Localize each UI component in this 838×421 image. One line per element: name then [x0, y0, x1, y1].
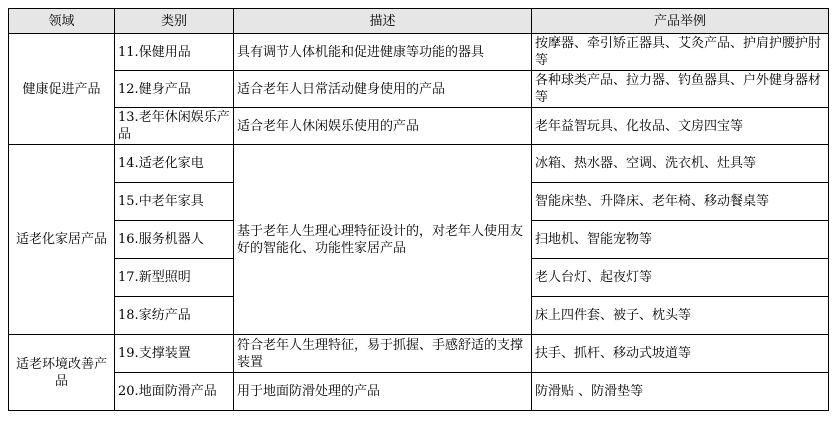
- description-cell: 用于地面防滑处理的产品: [234, 373, 532, 411]
- domain-cell-home: 适老化家居产品: [9, 145, 115, 335]
- header-category: 类别: [115, 9, 234, 34]
- category-label: 保健用品: [138, 44, 191, 60]
- table-row: [9, 71, 829, 108]
- product-category-table: [8, 8, 829, 411]
- category-number: 13.: [118, 110, 139, 125]
- category-number: 17.: [118, 270, 139, 285]
- category-cell: [115, 335, 234, 373]
- category-label: 服务机器人: [138, 232, 204, 247]
- examples-cell: 床上四件套、被子、枕头等: [532, 297, 829, 335]
- category-label: 家纺产品: [138, 308, 191, 323]
- category-cell: [115, 259, 234, 297]
- description-cell: 适合老年人日常活动健身使用的产品: [234, 71, 532, 108]
- examples-cell: 扶手、抓杆、移动式坡道等: [532, 335, 829, 373]
- category-number: 18.: [118, 308, 139, 323]
- table-row: [9, 34, 829, 71]
- category-cell: [115, 373, 234, 411]
- description-cell: 适合老年人休闲娱乐使用的产品: [234, 108, 532, 145]
- examples-cell: 老年益智玩具、化妆品、文房四宝等: [532, 108, 829, 145]
- examples-cell: 防滑贴 、防滑垫等: [532, 373, 829, 411]
- examples-cell: 智能床垫、升降床、老年椅、移动餐桌等: [532, 183, 829, 221]
- table-row: [9, 108, 829, 145]
- table-row: [9, 145, 829, 183]
- category-number: 14.: [118, 156, 139, 171]
- category-number: 15.: [118, 194, 139, 209]
- category-cell: [115, 145, 234, 183]
- category-label: 地面防滑产品: [138, 384, 217, 399]
- category-cell: [115, 221, 234, 259]
- category-cell: [115, 183, 234, 221]
- header-description: 描述: [234, 9, 532, 34]
- shared-description-cell: 基于老年人生理心理特征设计的，对老年人使用友好的智能化、功能性家居产品: [234, 145, 532, 335]
- category-number: 11.: [118, 44, 139, 60]
- category-cell: [115, 108, 234, 145]
- examples-cell: 按摩器、牵引矫正器具、艾灸产品、护肩护腰护肘等: [532, 34, 829, 71]
- header-domain: 领域: [9, 9, 115, 34]
- examples-cell: 老人台灯、起夜灯等: [532, 259, 829, 297]
- category-label: 健身产品: [138, 81, 191, 97]
- category-number: 20.: [118, 384, 139, 399]
- category-number: 19.: [118, 346, 139, 361]
- header-examples: 产品举例: [532, 9, 829, 34]
- category-label: 老年休闲娱乐产品: [118, 110, 230, 142]
- category-cell: [115, 34, 234, 71]
- examples-cell: 冰箱、热水器、空调、洗衣机、灶具等: [532, 145, 829, 183]
- header-row: [9, 9, 829, 34]
- category-cell: [115, 297, 234, 335]
- examples-cell: 各种球类产品、拉力器、钓鱼器具、户外健身器材等: [532, 71, 829, 108]
- domain-cell-environment: 适老环境改善产品: [9, 335, 115, 411]
- category-label: 新型照明: [138, 270, 191, 285]
- table-row: [9, 373, 829, 411]
- table-row: [9, 335, 829, 373]
- description-cell: 符合老年人生理特征，易于抓握、手感舒适的支撑装置: [234, 335, 532, 373]
- examples-cell: 扫地机、智能宠物等: [532, 221, 829, 259]
- category-cell: [115, 71, 234, 108]
- category-number: 16.: [118, 232, 139, 247]
- category-label: 适老化家电: [138, 156, 204, 171]
- category-label: 支撑装置: [138, 346, 191, 361]
- category-number: 12.: [118, 81, 139, 97]
- description-cell: 具有调节人体机能和促进健康等功能的器具: [234, 34, 532, 71]
- domain-cell-health: 健康促进产品: [9, 34, 115, 145]
- category-label: 中老年家具: [138, 194, 204, 209]
